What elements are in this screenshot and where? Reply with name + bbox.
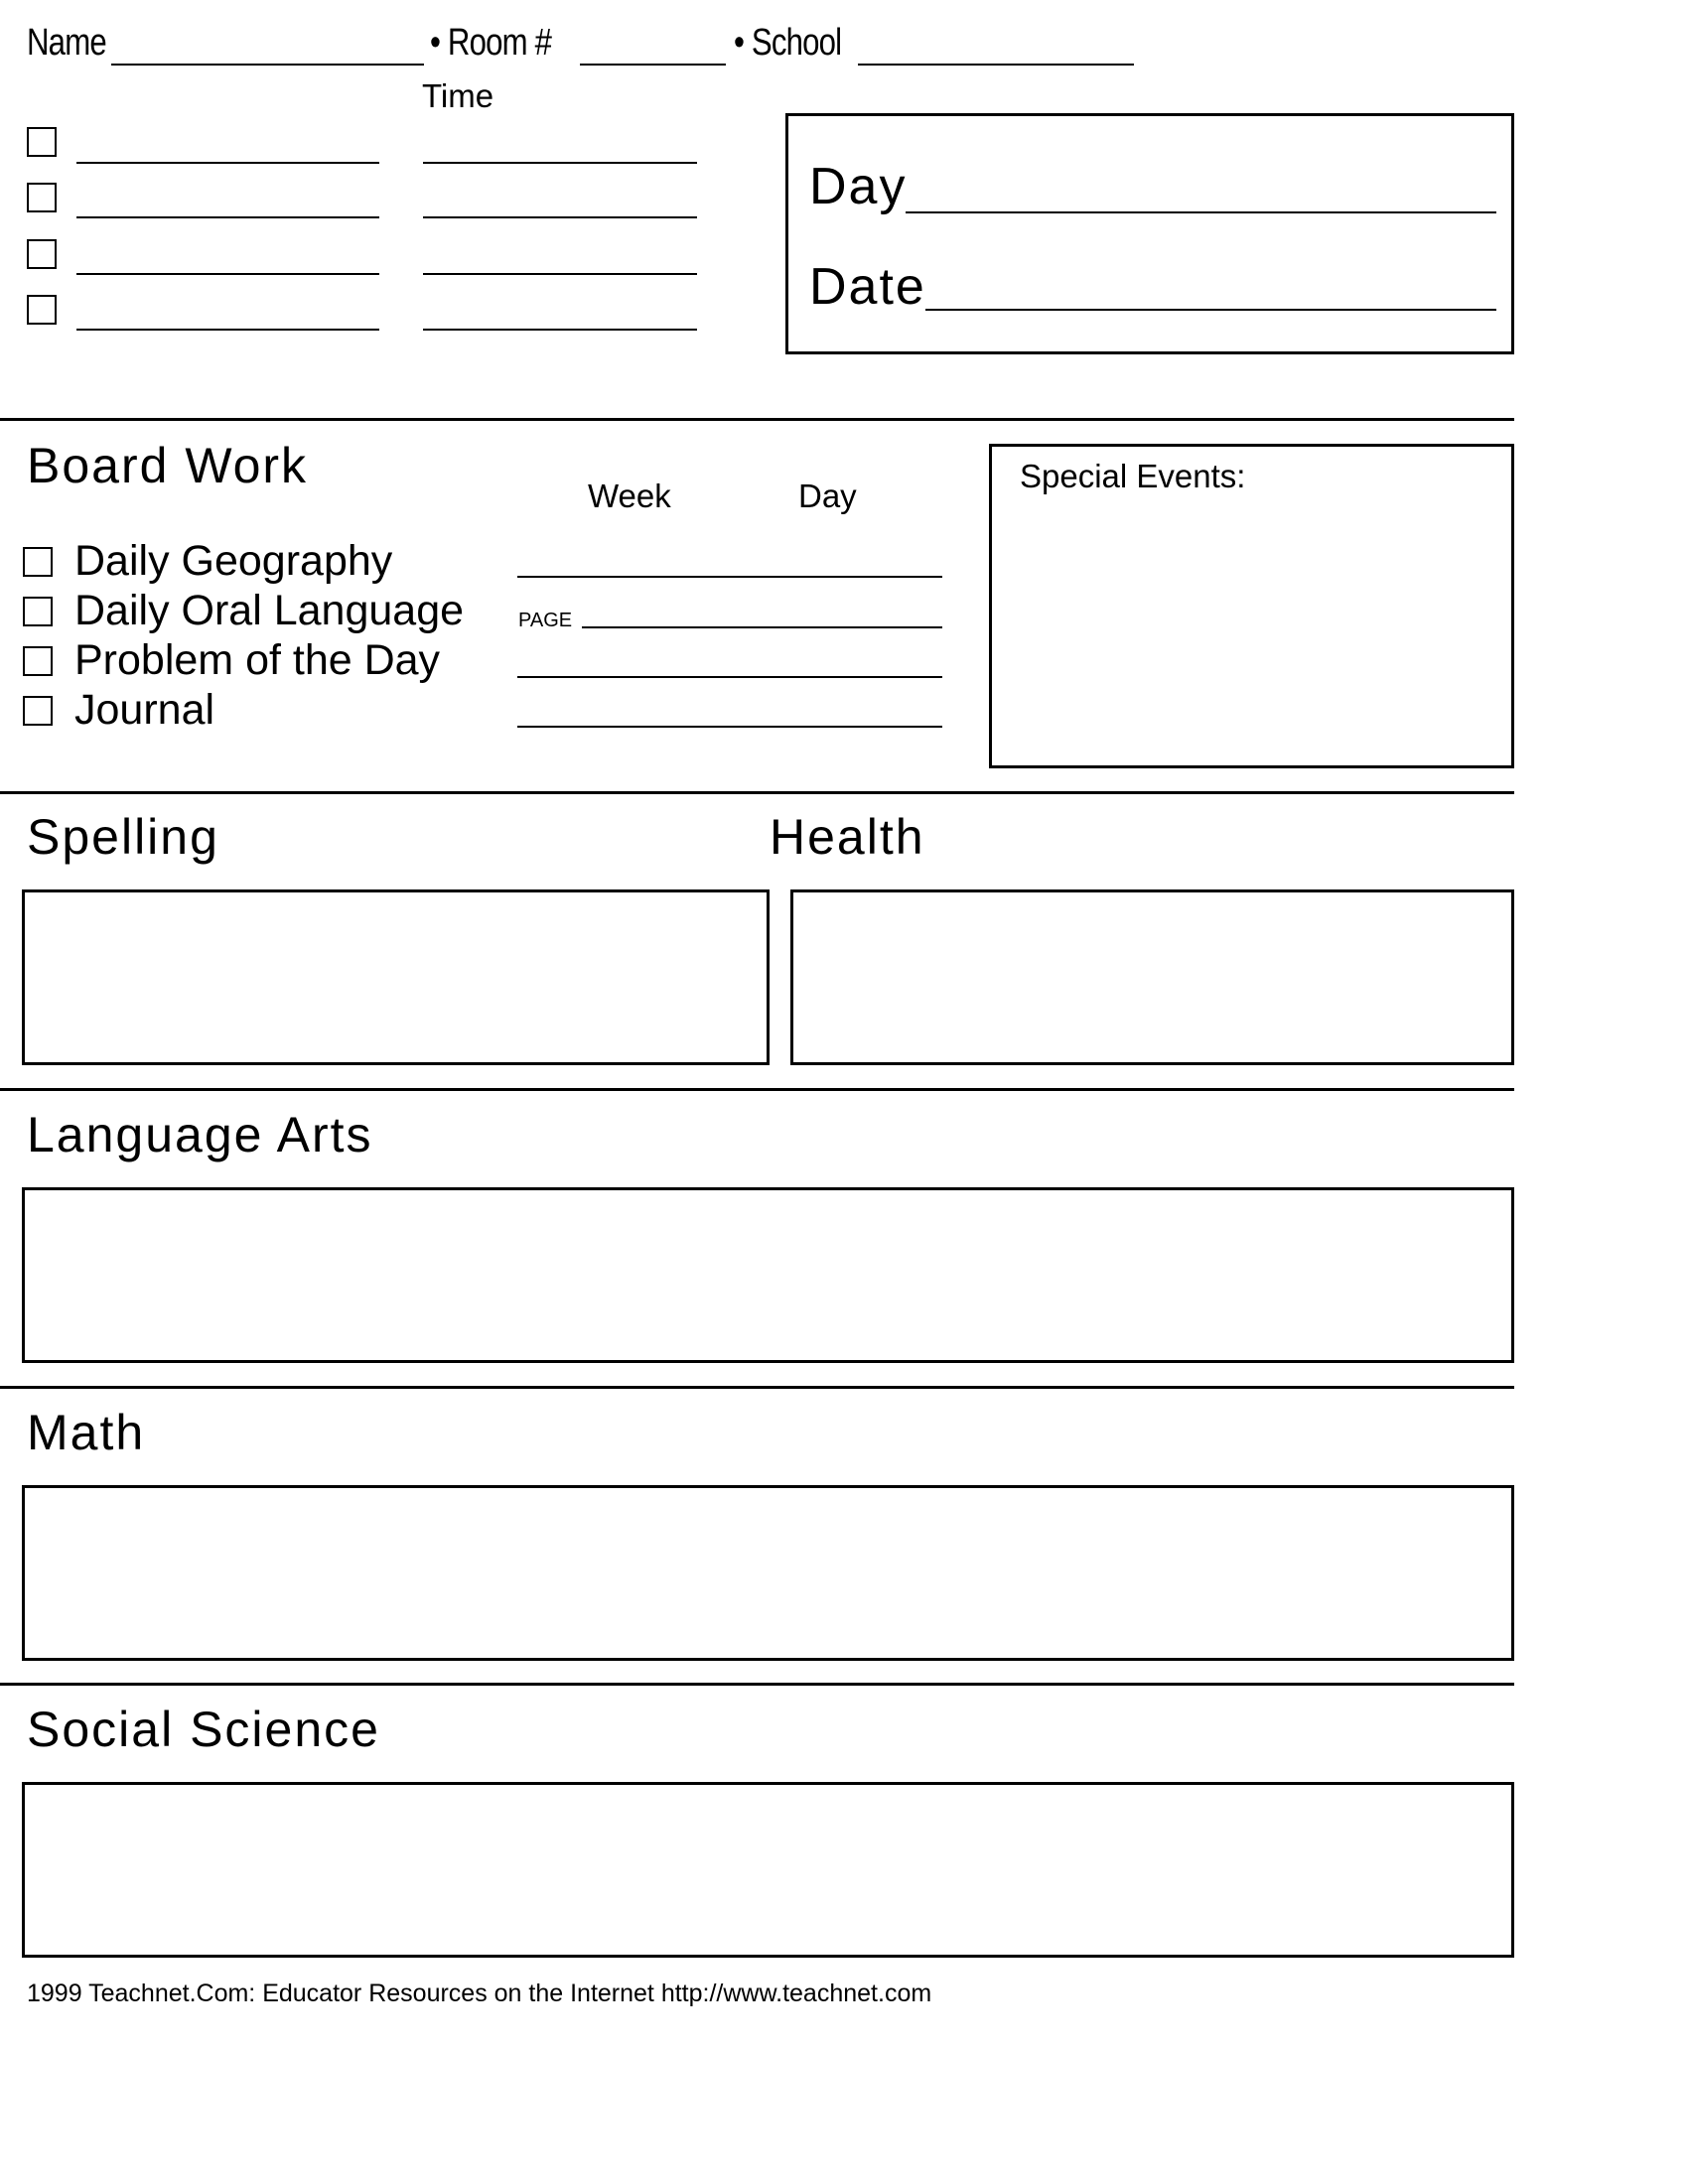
room-label: • Room # <box>430 22 552 64</box>
schedule-time-field[interactable] <box>423 329 697 331</box>
schedule-time-field[interactable] <box>423 216 697 218</box>
day-label: Day <box>809 158 908 215</box>
section-divider <box>0 1683 1514 1686</box>
daily-geography-checkbox[interactable] <box>23 547 53 577</box>
math-box[interactable] <box>22 1485 1514 1661</box>
social-science-title: Social Science <box>27 1702 380 1757</box>
problem-of-the-day-checkbox[interactable] <box>23 646 53 676</box>
footer-text: 1999 Teachnet.Com: Educator Resources on the Internet http://www.teachnet.com <box>27 1979 932 2007</box>
day-column-label: Day <box>798 478 857 514</box>
schedule-time-field[interactable] <box>423 273 697 275</box>
journal-field[interactable] <box>517 726 942 728</box>
schedule-time-field[interactable] <box>423 162 697 164</box>
page-label: PAGE <box>518 610 573 631</box>
week-label: Week <box>588 478 671 514</box>
problem-of-the-day-field[interactable] <box>517 676 942 678</box>
section-divider <box>0 1386 1514 1389</box>
schedule-activity-field[interactable] <box>76 162 379 164</box>
schedule-checkbox[interactable] <box>27 239 57 269</box>
room-field[interactable] <box>580 64 726 66</box>
problem-of-the-day-label: Problem of the Day <box>74 636 441 684</box>
math-title: Math <box>27 1405 146 1460</box>
schedule-activity-field[interactable] <box>76 329 379 331</box>
daily-oral-language-label: Daily Oral Language <box>74 587 465 634</box>
health-box[interactable] <box>790 889 1514 1065</box>
schedule-checkbox[interactable] <box>27 127 57 157</box>
schedule-checkbox[interactable] <box>27 183 57 212</box>
section-divider <box>0 1088 1514 1091</box>
spelling-box[interactable] <box>22 889 770 1065</box>
schedule-checkbox[interactable] <box>27 295 57 325</box>
daily-oral-language-page-field[interactable] <box>582 626 942 628</box>
social-science-box[interactable] <box>22 1782 1514 1958</box>
daily-oral-language-checkbox[interactable] <box>23 597 53 626</box>
date-label: Date <box>809 258 926 316</box>
language-arts-box[interactable] <box>22 1187 1514 1363</box>
board-work-title: Board Work <box>27 438 309 493</box>
daily-geography-label: Daily Geography <box>74 537 393 585</box>
name-label: Name <box>27 22 106 64</box>
journal-checkbox[interactable] <box>23 696 53 726</box>
health-title: Health <box>770 809 925 865</box>
journal-label: Journal <box>74 686 215 734</box>
special-events-label: Special Events: <box>1020 458 1246 494</box>
time-label: Time <box>422 77 494 114</box>
spelling-title: Spelling <box>27 809 219 865</box>
section-divider <box>0 791 1514 794</box>
daily-geography-field[interactable] <box>517 576 942 578</box>
date-field[interactable] <box>925 309 1496 311</box>
school-label: • School <box>734 22 842 64</box>
name-field[interactable] <box>111 64 424 66</box>
school-field[interactable] <box>858 64 1134 66</box>
schedule-activity-field[interactable] <box>76 216 379 218</box>
day-field[interactable] <box>906 211 1496 213</box>
language-arts-title: Language Arts <box>27 1107 373 1162</box>
day-date-box <box>785 113 1514 354</box>
section-divider <box>0 418 1514 421</box>
schedule-activity-field[interactable] <box>76 273 379 275</box>
